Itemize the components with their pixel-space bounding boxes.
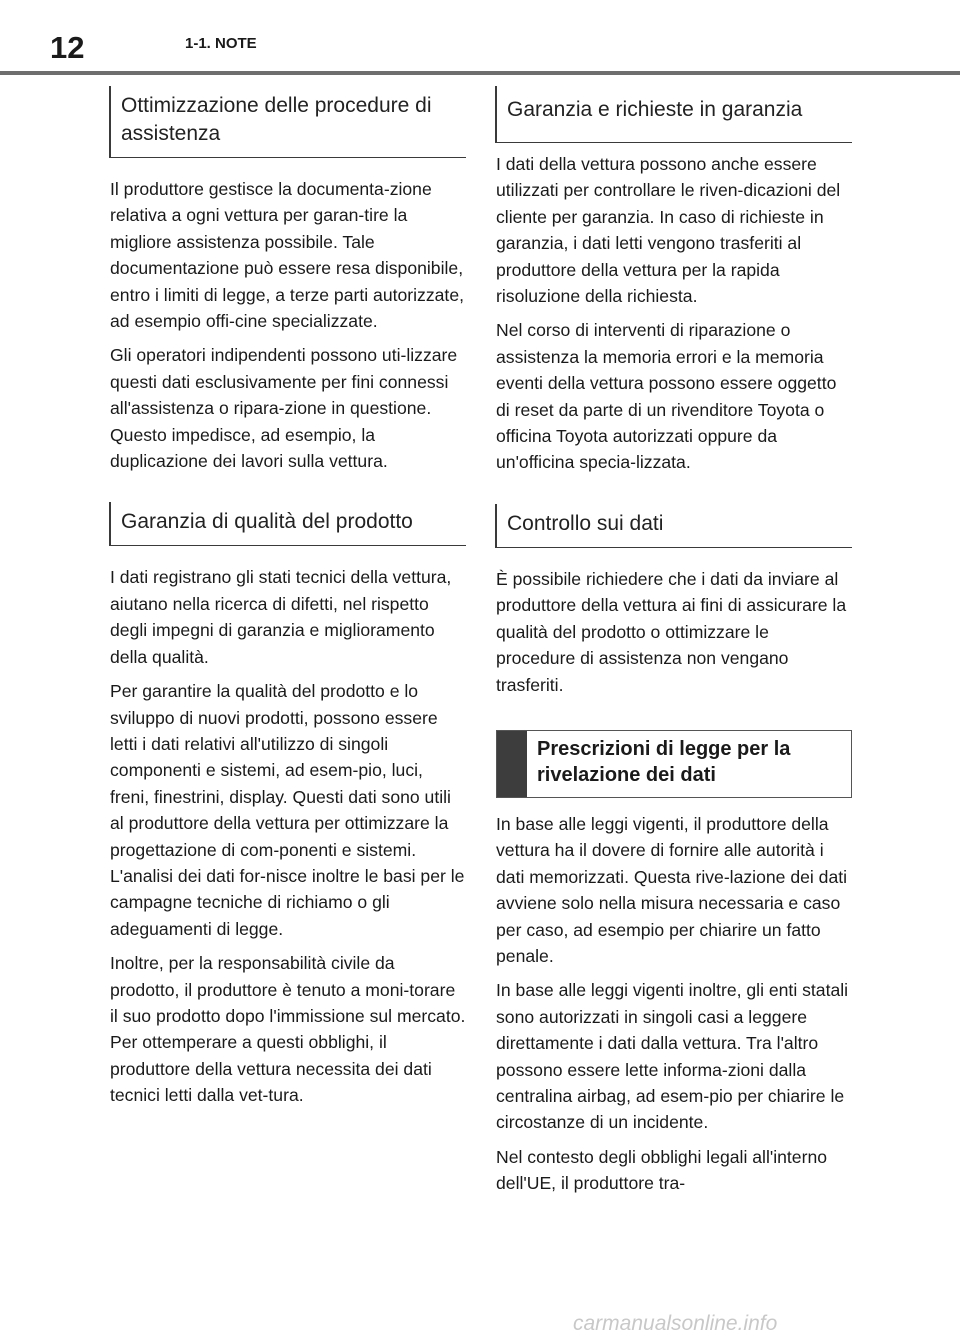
section-heading-prescrizioni: Prescrizioni di legge per la rivelazione dei dati xyxy=(537,737,791,786)
header-divider xyxy=(0,71,960,75)
paragraph: Il produttore gestisce la documenta-zione relativa a ogni vettura per garan-tire la migliore assistenza possibile. Tale documentazione può essere resa disponibile, entro i limiti di legge, a terze parti autorizzate, ad esempio offi-cine specializzate. xyxy=(110,179,464,332)
watermark-text: carmanualsonline.info xyxy=(573,1312,778,1335)
section-heading-garanzia: Garanzia e richieste in garanzia xyxy=(495,86,852,143)
paragraph: È possibile richiedere che i dati da inviare al produttore della vettura ai fini di assicurare la qualità del prodotto o ottimizzare le procedure di assistenza non vengano trasferiti. xyxy=(496,568,847,695)
section-title: 1-1. NOTE xyxy=(185,35,257,52)
paragraph: Nel contesto degli obblighi legali all'interno dell'UE, il produttore tra- xyxy=(496,1146,828,1194)
left-column xyxy=(110,86,466,1117)
section-heading-controllo: Controllo sui dati xyxy=(495,504,852,548)
paragraph: I dati registrano gli stati tecnici della vettura, aiutano nella ricerca di difetti, nel rispetto degli impegni di garanzia e miglioramento della qualità. xyxy=(110,567,452,667)
section-heading-assistenza: Ottimizzazione delle procedure di assistenza xyxy=(109,86,466,158)
paragraph: In base alle leggi vigenti inoltre, gli enti statali sono autorizzati in singoli casi a leggere direttamente i dati dalla vettura. Tra l'altro possono essere lette informa-zioni dalla centralina airbag, ad esem-pio per chiarire le circostanze di un incidente. xyxy=(496,980,849,1133)
page-number: 12 xyxy=(50,30,85,65)
paragraph: Inoltre, per la responsabilità civile da prodotto, il produttore è tenuto a moni-torare il suo prodotto dopo l'immissione sul mercato. Per ottemperare a questi obblighi, il produttore della vettura necessita dei dati tecnici letti dalla vet-tura. xyxy=(110,953,466,1106)
paragraph: Per garantire la qualità del prodotto e lo sviluppo di nuovi prodotti, possono essere letti i dati relativi all'utilizzo di singoli componenti e sistemi, ad esem-pio, luci, freni, finestrini, display. Questi dati sono utili al produttore della vettura per ottimizzare la progettazione di com-ponenti e sistemi. L'analisi dei dati for-nisce inoltre le basi per le campagne tecniche di richiamo o gli adeguamenti di legge. xyxy=(110,681,465,939)
right-column xyxy=(496,86,852,1205)
section-heading-qualita: Garanzia di qualità del prodotto xyxy=(109,502,466,546)
heading-accent-bar xyxy=(497,731,527,797)
paragraph: Nel corso di interventi di riparazione o assistenza la memoria errori e la memoria eventi della vettura possono essere oggetto di reset da parte di un rivenditore Toyota o officina Toyota autorizzati oppure da un'officina specia-lizzata. xyxy=(496,320,837,473)
boxed-section-heading xyxy=(496,730,852,798)
paragraph: Gli operatori indipendenti possono uti-lizzare questi dati esclusivamente per fini connessi all'assistenza o ripara-zione in questione. Questo impedisce, ad esempio, la duplicazione dei lavori sulla vettura. xyxy=(110,345,458,472)
page-header xyxy=(0,0,960,76)
paragraph: I dati della vettura possono anche essere utilizzati per controllare le riven-dicazioni del cliente per garanzia. In caso di richieste in garanzia, i dati letti vengono trasferiti al produttore della vettura per la rapida risoluzione della richiesta. xyxy=(496,154,841,307)
paragraph: In base alle leggi vigenti, il produttore della vettura ha il dovere di fornire alle autorità i dati memorizzati. Questa rive-lazione dei dati avviene solo nella misura necessaria e caso per caso, ad esempio per chiarire un fatto penale. xyxy=(496,813,848,966)
